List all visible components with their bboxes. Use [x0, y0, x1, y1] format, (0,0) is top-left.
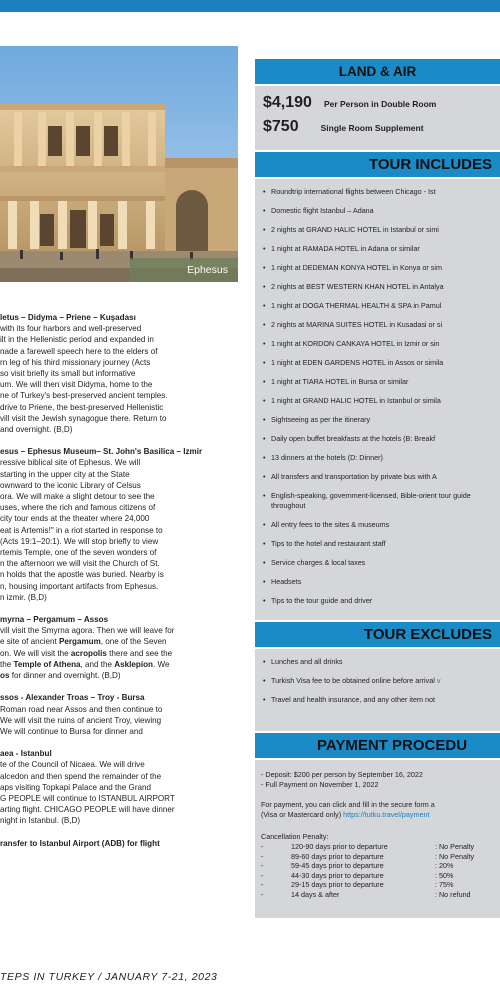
itinerary-line: rn leg of his third missionary journey (Acts: [0, 357, 151, 367]
itinerary-line: uses, where the rich and famous citizens of: [0, 503, 156, 513]
list-item: • 1 night at RAMADA HOTEL in Adana or similar: [263, 244, 500, 254]
itinerary-line: e site of ancient Pergamum, one of the Seven: [0, 637, 167, 647]
itinerary-line: os for dinner and overnight. (B,D): [0, 671, 121, 681]
itinerary-day: [0, 692, 236, 737]
visa-link[interactable]: v: [436, 676, 441, 685]
list-item: • 1 night at EDEN GARDENS HOTEL in Assos or simila: [263, 358, 500, 368]
itinerary-line: arting flight. CHICAGO PEOPLE will have dinner: [0, 805, 175, 815]
list-item: • Headsets: [263, 577, 500, 587]
itinerary-line: G PEOPLE will continue to ISTANBUL AIRPORT: [0, 793, 175, 803]
itinerary-line: nade a farewell speech here to the elders of: [0, 346, 158, 356]
itinerary-line: the Temple of Athena, and the Asklepion. We: [0, 659, 170, 669]
ephesus-photo: [0, 46, 238, 282]
list-item: • 2 nights at BEST WESTERN KHAN HOTEL in Antalya: [263, 282, 500, 292]
itinerary-line: and overnight. (B,D): [0, 425, 73, 435]
itinerary-line: um. We will then visit Didyma, home to the: [0, 380, 153, 390]
itinerary-day: [0, 748, 236, 826]
list-item: • 1 night at DOGA THERMAL HEALTH & SPA in Pamul: [263, 301, 500, 311]
list-item: • Tips to the tour guide and driver: [263, 596, 500, 606]
itinerary-line: night in Istanbul. (B,D): [0, 816, 81, 826]
itinerary-line: ownward to the iconic Library of Celsus: [0, 480, 141, 490]
list-item: • Sightseeing as per the itinerary: [263, 415, 500, 425]
list-item: • 2 nights at MARINA SUITES HOTEL in Kusadasi or si: [263, 320, 500, 330]
itinerary-day-title: letus – Didyma – Priene – Kuşadası: [0, 313, 136, 322]
itinerary-line: city tour ends at the theater where 24,000: [0, 514, 150, 524]
itinerary-line: ne of Turkey's best-preserved ancient temples.: [0, 391, 168, 401]
itinerary-line: We will continue to Bursa for dinner and: [0, 726, 143, 736]
payment-box: [255, 760, 500, 918]
itinerary-line: starting in the upper city at the State: [0, 469, 130, 479]
itinerary-line: drive to Priene, the best-preserved Hellenistic: [0, 402, 164, 412]
list-item: • 2 nights at GRAND HALIC HOTEL in Istanbul or simi: [263, 225, 500, 235]
list-item: • 1 night at KORDON CANKAYA HOTEL in Izmir or sin: [263, 339, 500, 349]
itinerary-day: [0, 446, 236, 603]
tour-excludes-list: [255, 649, 500, 731]
list-item: • 13 dinners at the hotels (D: Dinner): [263, 453, 500, 463]
payment-link[interactable]: https://tutku.travel/payment: [343, 810, 430, 819]
list-item: • Travel and health insurance, and any other item not: [263, 695, 500, 705]
itinerary-line: vill visit the Smyrna agora. Then we will leave for: [0, 626, 175, 636]
land-air-heading: LAND & AIR: [255, 59, 500, 84]
library-of-celsus-illustration: [0, 46, 238, 282]
list-item: • 1 night at GRAND HALIC HOTEL in Istanbul or simila: [263, 396, 500, 406]
itinerary-line: n the afternoon we will visit the Church of St.: [0, 559, 160, 569]
itinerary-line: ora. We will make a slight detour to see the: [0, 492, 155, 502]
itinerary-day-title: esus – Ephesus Museum– St. John's Basilica – Izmir: [0, 447, 203, 457]
itinerary-line: aps visiting Topkapi Palace and the Grand: [0, 782, 152, 792]
itinerary-line: vill visit the Jewish synagogue there. Return to: [0, 413, 167, 423]
itinerary-line: on. We will visit the acropolis there and see the: [0, 648, 173, 658]
itinerary-line: alcedon and then spend the remainder of the: [0, 771, 162, 781]
price-double: $4,190 Per Person in Double Room: [263, 94, 437, 111]
footer-title: TEPS IN TURKEY / JANUARY 7-21, 2023: [0, 971, 218, 983]
list-item: • All entry fees to the sites & museums: [263, 520, 500, 530]
price-box: [255, 86, 500, 150]
price-single: $750 Single Room Supplement: [263, 118, 424, 135]
itinerary-day-title: myrna – Pergamum – Assos: [0, 615, 109, 625]
itinerary-line: eat is Artemis!" in a riot started in response to: [0, 525, 163, 535]
list-item: • Service charges & local taxes: [263, 558, 500, 568]
cancellation-title: Cancellation Penalty:: [261, 832, 329, 841]
payment-heading: PAYMENT PROCEDU: [255, 733, 500, 758]
itinerary-line: ressive biblical site of Ephesus. We will: [0, 458, 141, 468]
top-accent-bar: [0, 0, 500, 12]
itinerary-line: (Acts 19:1–20:1). We will stop briefly to view: [0, 536, 159, 546]
cancellation-row: - 120-90 days prior to departure : No Penalty: [261, 842, 475, 851]
deposit-line: - Deposit: $200 per person by September 16, 2022: [261, 770, 423, 779]
list-item: • Roundtrip international flights between Chicago - Ist: [263, 187, 500, 197]
itinerary-day-title: ransfer to Istanbul Airport (ADB) for flight: [0, 838, 160, 848]
list-item: • Domestic flight Istanbul – Adana: [263, 206, 500, 216]
cancellation-row: - 44-30 days prior to departure : 50%: [261, 870, 454, 880]
itinerary-day: [0, 312, 236, 435]
itinerary-line: te of the Council of Nicaea. We will drive: [0, 760, 145, 770]
itinerary-line: n holds that the apostle was buried. Nearby is: [0, 570, 164, 580]
list-item: • Lunches and all drinks: [263, 657, 500, 667]
cancellation-row: - 29-15 days prior to departure : 75%: [261, 880, 454, 889]
list-item: • 1 night at TIARA HOTEL in Bursa or similar: [263, 377, 500, 387]
itinerary-day-title: aea - Istanbul: [0, 749, 52, 759]
photo-caption: Ephesus: [187, 264, 228, 276]
itinerary-line: ilt in the Hellenistic period and expanded in: [0, 335, 154, 345]
itinerary-line: We will visit the ruins of ancient Troy, viewing: [0, 715, 162, 725]
itinerary-line: with its four harbors and well-preserved: [0, 324, 142, 334]
itinerary-line: n, housing important artifacts from Ephesus.: [0, 581, 159, 591]
list-item: • All transfers and transportation by private bus with A: [263, 472, 500, 482]
tour-excludes-heading: TOUR EXCLUDES: [255, 622, 500, 647]
tour-includes-heading: TOUR INCLUDES: [255, 152, 500, 177]
list-item: • Turkish Visa fee to be obtained online before arrival v: [263, 676, 500, 686]
list-item: • Tips to the hotel and restaurant staff: [263, 539, 500, 549]
tour-includes-list: [255, 179, 500, 620]
itinerary-line: so visit briefly its small but informative: [0, 369, 136, 379]
cancellation-row: - 89-60 days prior to departure : No Penalty: [261, 851, 475, 861]
itinerary: [0, 312, 236, 860]
list-item: • Daily open buffet breakfasts at the hotels (B: Breakf: [263, 434, 500, 444]
itinerary-day: [0, 614, 236, 681]
itinerary-line: n izmir. (B,D): [0, 592, 47, 602]
list-item: • English-speaking, government-licensed, Bible-orient tour guide throughout: [263, 491, 500, 510]
list-item: • 1 night at DEDEMAN KONYA HOTEL in Konya or sim: [263, 263, 500, 273]
cancellation-row: - 14 days & after : No refund: [261, 889, 471, 899]
itinerary-line: rtemis Temple, one of the seven wonders of: [0, 548, 157, 558]
itinerary-line: Roman road near Assos and then continue to: [0, 704, 163, 714]
full-payment-line: - Full Payment on November 1, 2022: [261, 780, 379, 789]
cancellation-row: - 59-45 days prior to departure : 20%: [261, 861, 454, 870]
itinerary-day-title: ssos - Alexander Troas – Troy - Bursa: [0, 693, 145, 703]
payment-note: For payment, you can click and fill in the secure form a: [261, 800, 435, 809]
payment-note-2: (Visa or Mastercard only) https://tutku.travel/payment: [261, 810, 430, 819]
itinerary-day: [0, 838, 236, 849]
